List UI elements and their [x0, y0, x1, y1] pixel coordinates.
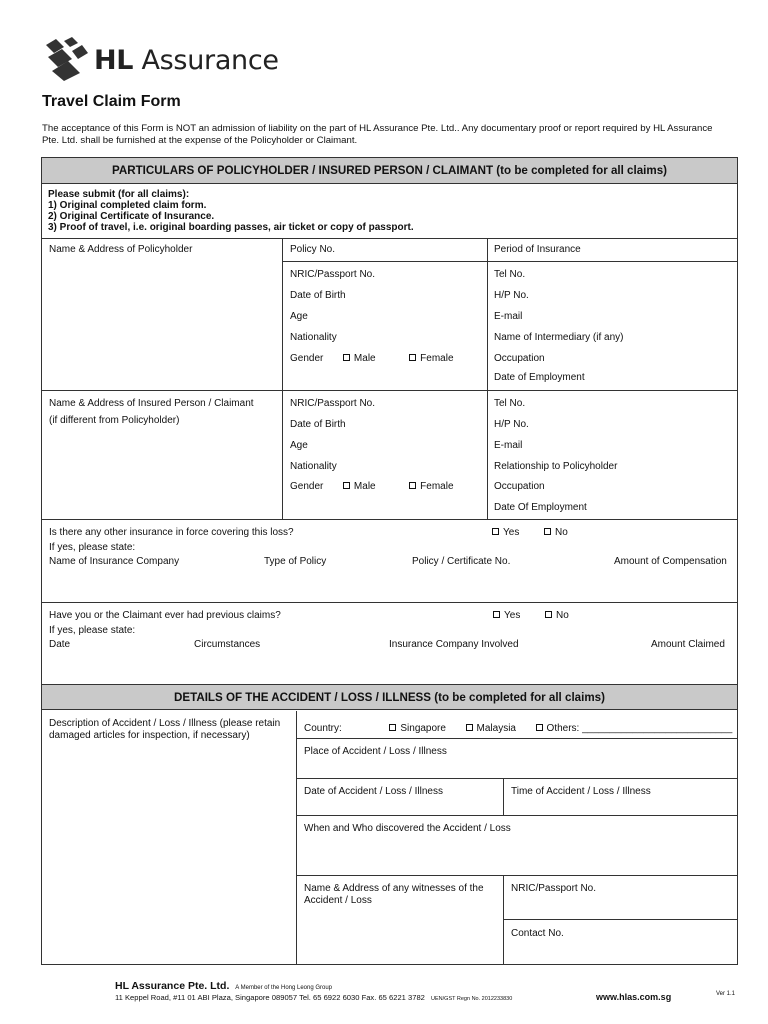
form-title: Travel Claim Form — [42, 93, 181, 110]
logo-text — [94, 45, 279, 76]
divider — [282, 238, 283, 519]
other-ins-no-label: No — [555, 527, 568, 538]
footer-address-text: 11 Keppel Road, #11 01 ABI Plaza, Singapore 089057 Tel. 65 6922 6030 Fax. 65 6221 3782 — [115, 993, 425, 1002]
ins-gender-row — [290, 481, 454, 493]
prev-no-checkbox[interactable] — [545, 611, 552, 618]
prev-claims-yes — [493, 610, 520, 622]
others-label: Others: ___________________________ — [546, 723, 733, 734]
hl-assurance-logo — [42, 36, 279, 84]
ph-employment-label: Date of Employment — [494, 372, 585, 383]
other-ins-if-yes: If yes, please state: — [49, 542, 136, 553]
prev-col-circumstances: Circumstances — [194, 639, 261, 650]
divider — [503, 778, 504, 815]
footer-regn: UEN/GST Regn No. 2012233830 — [431, 996, 513, 1002]
policyholder-label: Name & Address of Policyholder — [49, 244, 193, 255]
ins-male-label: Male — [353, 481, 376, 492]
footer-company-name: HL Assurance Pte. Ltd. — [115, 980, 230, 992]
ins-email-label: E-mail — [494, 440, 523, 451]
ph-nric-label: NRIC/Passport No. — [290, 269, 376, 280]
ins-age-label: Age — [290, 440, 308, 451]
other-ins-yes-checkbox[interactable] — [492, 528, 499, 535]
ph-hp-label: H/P No. — [494, 290, 529, 301]
divider — [42, 238, 737, 239]
witness-label-1: Name & Address of any witnesses of the — [304, 883, 484, 894]
ph-gender-label: Gender — [290, 353, 324, 364]
footer-company — [115, 980, 332, 992]
prev-claims-no — [545, 610, 569, 622]
ph-email-label: E-mail — [494, 311, 523, 322]
prev-yes-label: Yes — [504, 610, 521, 621]
date-label: Date of Accident / Loss / Illness — [304, 786, 443, 797]
other-ins-col-amount: Amount of Compensation — [614, 556, 727, 567]
other-ins-no-checkbox[interactable] — [544, 528, 551, 535]
other-ins-col-policy: Policy / Certificate No. — [412, 556, 511, 567]
ph-male-label: Male — [353, 353, 376, 364]
ins-employment-label: Date Of Employment — [494, 502, 587, 513]
divider — [487, 238, 488, 519]
period-label: Period of Insurance — [494, 244, 581, 255]
divider — [296, 875, 737, 876]
logo-rest: Assurance — [141, 44, 279, 76]
ph-nationality-label: Nationality — [290, 332, 337, 343]
intro-text: The acceptance of this Form is NOT an admission of liability on the part of HL Assurance Pte. Ltd.. Any documentary proof or report required by HL Assurance Pte. Ltd. shall be furnished at the expense of the Policyholder or Claimant. — [42, 123, 713, 146]
submit-item-2: 2) Original Certificate of Insurance. — [48, 211, 215, 222]
claim-form — [41, 157, 738, 965]
ins-dob-label: Date of Birth — [290, 419, 346, 430]
singapore-checkbox[interactable] — [389, 724, 396, 731]
other-insurance-no — [544, 527, 568, 539]
description-label-1: Description of Accident / Loss / Illness (please retain — [49, 718, 281, 729]
contact-label: Contact No. — [511, 928, 564, 939]
insured-label: Name & Address of Insured Person / Claimant — [49, 398, 254, 409]
other-insurance-yes — [492, 527, 519, 539]
ph-age-label: Age — [290, 311, 308, 322]
divider — [42, 519, 737, 520]
prev-if-yes: If yes, please state: — [49, 625, 136, 636]
ins-relationship-label: Relationship to Policyholder — [494, 461, 618, 472]
ins-nric-label: NRIC/Passport No. — [290, 398, 376, 409]
ins-tel-label: Tel No. — [494, 398, 526, 409]
ph-male-checkbox[interactable] — [343, 354, 350, 361]
ins-occupation-label: Occupation — [494, 481, 545, 492]
other-ins-col-company: Name of Insurance Company — [49, 556, 180, 567]
hl-logo-mark-icon — [42, 37, 90, 83]
witness-nric-label: NRIC/Passport No. — [511, 883, 597, 894]
malaysia-checkbox[interactable] — [466, 724, 473, 731]
divider — [282, 261, 737, 262]
footer-address — [115, 993, 512, 1002]
discovered-label: When and Who discovered the Accident / Loss — [304, 823, 511, 834]
submit-item-1: 1) Original completed claim form. — [48, 200, 207, 211]
prev-claims-question: Have you or the Claimant ever had previous claims? — [49, 610, 281, 621]
other-ins-col-type: Type of Policy — [264, 556, 327, 567]
ins-nationality-label: Nationality — [290, 461, 337, 472]
ph-tel-label: Tel No. — [494, 269, 526, 280]
divider — [42, 602, 737, 603]
ph-gender-row — [290, 353, 454, 365]
divider — [296, 815, 737, 816]
footer-version: Ver 1.1 — [716, 991, 736, 997]
prev-col-amount: Amount Claimed — [651, 639, 725, 650]
ph-occupation-label: Occupation — [494, 353, 545, 364]
section1-heading: PARTICULARS OF POLICYHOLDER / INSURED PERSON / CLAIMANT (to be completed for all claims) — [42, 158, 737, 184]
submit-item-3: 3) Proof of travel, i.e. original boarding passes, air ticket or copy of passport. — [48, 222, 414, 233]
witness-label-2: Accident / Loss — [304, 895, 372, 906]
divider — [296, 711, 297, 965]
ins-female-label: Female — [420, 481, 454, 492]
ph-female-label: Female — [420, 353, 454, 364]
prev-col-company: Insurance Company Involved — [389, 639, 519, 650]
divider — [296, 778, 737, 779]
prev-yes-checkbox[interactable] — [493, 611, 500, 618]
divider — [503, 919, 737, 920]
ins-gender-label: Gender — [290, 481, 324, 492]
ph-intermediary-label: Name of Intermediary (if any) — [494, 332, 624, 343]
logo-bold: HL — [94, 44, 134, 76]
others-checkbox[interactable] — [536, 724, 543, 731]
footer-member: A Member of the Hong Leong Group — [235, 985, 333, 991]
country-label: Country: — [304, 723, 342, 734]
policy-no-label: Policy No. — [290, 244, 336, 255]
divider — [296, 738, 737, 739]
ins-male-checkbox[interactable] — [343, 482, 350, 489]
prev-col-date: Date — [49, 639, 71, 650]
singapore-label: Singapore — [400, 723, 446, 734]
other-insurance-question: Is there any other insurance in force covering this loss? — [49, 527, 294, 538]
malaysia-label: Malaysia — [476, 723, 516, 734]
footer-website[interactable]: www.hlas.com.sg — [596, 992, 672, 1002]
divider — [42, 390, 737, 391]
time-label: Time of Accident / Loss / Illness — [511, 786, 651, 797]
other-ins-yes-label: Yes — [503, 527, 520, 538]
description-label-2: damaged articles for inspection, if necessary) — [49, 730, 250, 741]
insured-note: (if different from Policyholder) — [49, 415, 180, 426]
prev-no-label: No — [556, 610, 569, 621]
place-label: Place of Accident / Loss / Illness — [304, 746, 447, 757]
submit-title: Please submit (for all claims): — [48, 189, 190, 200]
ph-dob-label: Date of Birth — [290, 290, 346, 301]
ins-hp-label: H/P No. — [494, 419, 529, 430]
country-row — [304, 723, 732, 735]
ins-female-checkbox[interactable] — [409, 482, 416, 489]
divider — [503, 875, 504, 965]
ph-female-checkbox[interactable] — [409, 354, 416, 361]
section2-heading: DETAILS OF THE ACCIDENT / LOSS / ILLNESS (to be completed for all claims) — [42, 684, 737, 710]
